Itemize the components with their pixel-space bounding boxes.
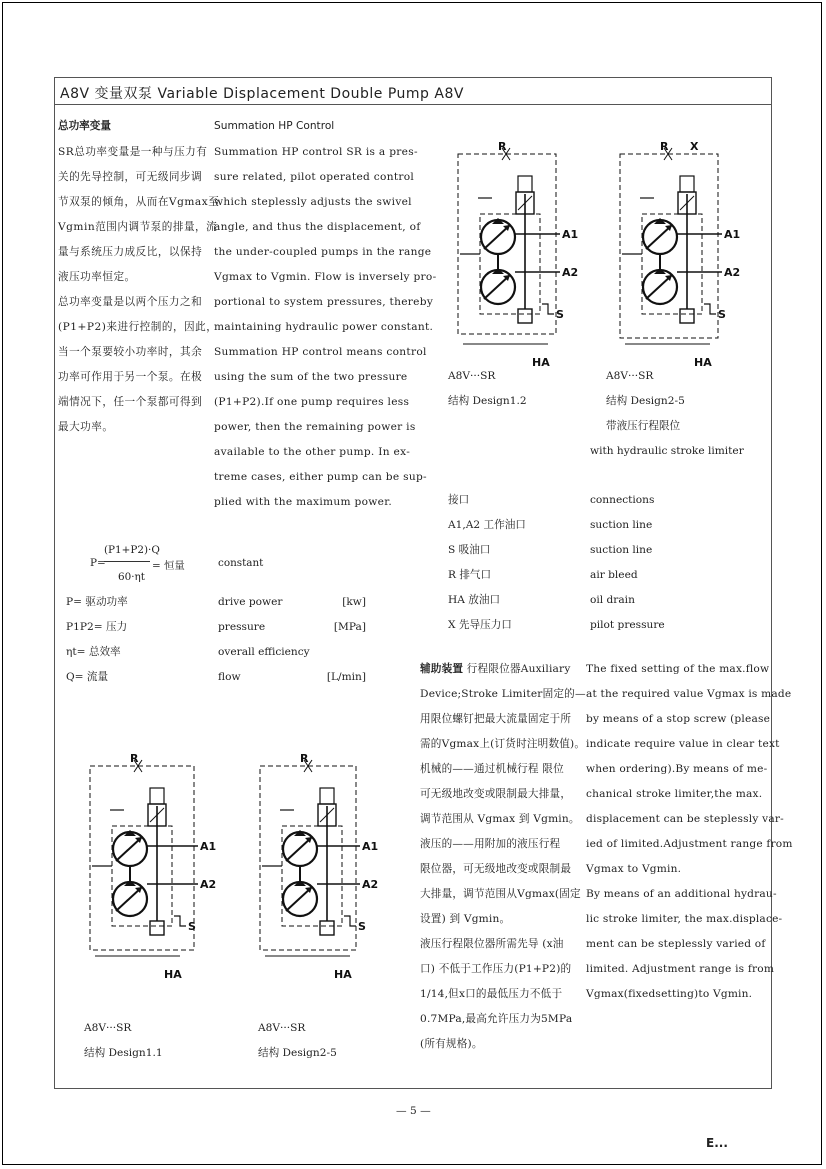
label-a1: A1 xyxy=(362,840,379,853)
aux-cn-line: 设置) 到 Vgmin。 xyxy=(420,913,511,925)
aux-en-line: at the required value Vgmax is made xyxy=(586,688,792,700)
s-port-line xyxy=(704,304,716,314)
variable-row xyxy=(66,590,376,615)
aux-en-line: indicate require value in clear text xyxy=(586,738,780,750)
body-en-line: maintaining hydraulic power constant. xyxy=(214,321,434,333)
body-en-line: Vgmax to Vgmin. Flow is inversely pro- xyxy=(214,271,437,283)
variable-symbol: Q= 流量 xyxy=(66,671,109,683)
drive-coupling xyxy=(150,921,164,935)
drive-coupling xyxy=(680,309,694,323)
variable-row xyxy=(66,615,376,640)
heading-en: Summation HP Control xyxy=(214,120,335,132)
aux-en-line: ment can be steplessly varied of xyxy=(586,938,766,950)
variable-symbol: P= 驱动功率 xyxy=(66,596,128,608)
body-en-line: angle, and thus the displacement, of xyxy=(214,221,421,233)
connections-table xyxy=(448,488,768,638)
aux-cn-line: 液压的——用附加的液压行程 xyxy=(420,838,561,850)
fig-a-caption xyxy=(448,364,527,414)
body-cn-line: 节双泵的倾角，从而在Vgmax至 xyxy=(58,196,220,208)
aux-cn-line: 用限位螺钉把最大流量固定于所 xyxy=(420,713,572,725)
body-en-line: portional to system pressures, thereby xyxy=(214,296,434,308)
aux-en-line: when ordering).By means of me- xyxy=(586,763,768,775)
formula-rhs: = 恒量 xyxy=(152,560,185,572)
formula-denominator: 60·ηt xyxy=(118,571,145,583)
body-en-line: which steplessly adjusts the swivel xyxy=(214,196,412,208)
page-number: — 5 — xyxy=(396,1105,431,1117)
label-a2: A2 xyxy=(724,266,741,279)
connection-row xyxy=(448,563,768,588)
aux-cn-line: 限位器，可无级地改变或限制最 xyxy=(420,863,572,875)
port-meaning: suction line xyxy=(590,544,653,556)
aux-body-en xyxy=(586,657,793,1007)
aux-en-line: limited. Adjustment range is from xyxy=(586,963,775,975)
variable-symbol: P1P2= 压力 xyxy=(66,621,128,633)
case-boundary xyxy=(90,766,194,950)
s-port-line xyxy=(542,304,554,314)
body-en-line: (P1+P2).If one pump requires less xyxy=(214,396,410,408)
pilot-spring xyxy=(320,788,334,804)
aux-cn-line: 机械的——通过机械行程 限位 xyxy=(420,763,564,775)
variable-unit: [MPa] xyxy=(333,621,366,633)
port-meaning: connections xyxy=(590,494,655,506)
body-en xyxy=(214,140,436,515)
body-cn-line: 液压功率恒定。 xyxy=(58,271,136,283)
label-a1: A1 xyxy=(200,840,217,853)
aux-cn-line: 调节范围从 Vgmax 到 Vgmin。 xyxy=(420,813,580,825)
aux-en-line: lic stroke limiter, the max.displace- xyxy=(586,913,783,925)
pilot-spring xyxy=(518,176,532,192)
aux-en-line: Vgmax(fixedsetting)to Vgmin. xyxy=(586,988,753,1000)
connection-row xyxy=(448,613,768,638)
body-cn-line: 总功率变量是以两个压力之和 xyxy=(58,296,203,308)
fig-c-model: A8V···SR xyxy=(84,1022,132,1034)
port-name: S 吸油口 xyxy=(448,544,491,556)
fig-a-design: 结构 Design1.2 xyxy=(448,395,527,407)
pilot-spring xyxy=(150,788,164,804)
body-cn xyxy=(58,140,219,440)
port-meaning: air bleed xyxy=(590,569,638,581)
case-boundary xyxy=(458,154,556,334)
body-cn-line: 量与系统压力成反比，以保持 xyxy=(58,246,203,258)
label-s: S xyxy=(188,920,196,933)
port-meaning: pilot pressure xyxy=(590,619,665,631)
body-en-line: the under-coupled pumps in the range xyxy=(214,246,432,258)
body-en-line: Summation HP control means control xyxy=(214,346,427,358)
body-en-line: plied with the maximum power. xyxy=(214,496,393,508)
port-name: R 排气口 xyxy=(448,569,492,581)
aux-cn-block xyxy=(420,657,586,1057)
formula-numerator: (P1+P2)·Q xyxy=(104,544,160,556)
body-cn-line: Vgmin范围内调节泵的排量，流 xyxy=(58,221,218,233)
label-a2: A2 xyxy=(562,266,579,279)
fig-d-model: A8V···SR xyxy=(258,1022,306,1034)
label-ha: HA xyxy=(334,968,352,981)
aux-cn-line: 行程限位器Auxiliary xyxy=(466,663,571,675)
aux-cn-line: Device;Stroke Limiter固定的— xyxy=(420,688,586,700)
label-a1: A1 xyxy=(724,228,741,241)
aux-cn-line: 大排量，调节范围从Vgmax(固定 xyxy=(420,888,581,900)
label-a2: A2 xyxy=(200,878,217,891)
fig-b-note-cn: 带液压行程限位 xyxy=(606,420,681,432)
body-cn-line: 关的先导控制，可无级同步调 xyxy=(58,171,203,183)
case-boundary xyxy=(620,154,718,338)
body-cn-line: 当一个泵要较小功率时，其余 xyxy=(58,346,203,358)
connection-row xyxy=(448,488,768,513)
aux-heading: 辅助装置 xyxy=(420,663,464,675)
connection-row xyxy=(448,513,768,538)
variable-row xyxy=(66,665,376,690)
section-header xyxy=(54,77,772,105)
schematic-design-1-2 xyxy=(446,138,596,368)
aux-cn-line: 0.7MPa,最高允许压力为5MPa xyxy=(420,1013,573,1025)
aux-cn-line: 口) 不低于工作压力(P1+P2)的 xyxy=(420,963,572,975)
body-en-line: sure related, pilot operated control xyxy=(214,171,415,183)
body-en-line: Summation HP control SR is a pres- xyxy=(214,146,418,158)
formula-variables xyxy=(66,590,376,690)
variable-row xyxy=(66,640,376,665)
port-name: HA 放油口 xyxy=(448,594,501,606)
aux-en-line: Vgmax to Vgmin. xyxy=(586,863,682,875)
body-cn-line: SR总功率变量是一种与压力有 xyxy=(58,146,208,158)
fig-b-design: 结构 Design2-5 xyxy=(606,395,685,407)
fig-d-design: 结构 Design2-5 xyxy=(258,1047,337,1059)
body-en-line: power, then the remaining power is xyxy=(214,421,416,433)
connection-row xyxy=(448,588,768,613)
aux-cn-line: 1/14,但x口的最低压力不低于 xyxy=(420,988,563,1000)
schematic-design-2-5-limiter xyxy=(606,138,756,373)
label-r: R xyxy=(130,752,139,765)
fig-b-note-en: with hydraulic stroke limiter xyxy=(590,445,744,457)
label-r: R xyxy=(498,140,507,153)
label-r: R xyxy=(660,140,669,153)
fig-d-caption xyxy=(258,1016,337,1066)
variable-meaning: overall efficiency xyxy=(218,646,310,658)
body-en-line: treme cases, either pump can be sup- xyxy=(214,471,427,483)
port-meaning: suction line xyxy=(590,519,653,531)
body-en-line: available to the other pump. In ex- xyxy=(214,446,411,458)
aux-cn-line: 液压行程限位器所需先导 (x油 xyxy=(420,938,564,950)
aux-en-line: The fixed setting of the max.flow xyxy=(586,663,770,675)
fig-c-design: 结构 Design1.1 xyxy=(84,1047,163,1059)
body-cn-line: 端情况下，任一个泵都可得到 xyxy=(58,396,203,408)
variable-unit: [kw] xyxy=(342,596,366,608)
port-name: A1,A2 工作油口 xyxy=(448,519,526,531)
label-x: X xyxy=(690,140,699,153)
port-meaning: oil drain xyxy=(590,594,635,606)
variable-unit: [L/min] xyxy=(326,671,366,683)
aux-cn-line: (所有规格)。 xyxy=(420,1038,483,1050)
fraction-bar xyxy=(104,561,150,562)
fig-c-caption xyxy=(84,1016,163,1066)
s-port-line xyxy=(174,916,186,926)
aux-cn-line: 需的Vgmax上(订货时注明数值)。 xyxy=(420,738,586,750)
connection-row xyxy=(448,538,768,563)
fig-a-model: A8V···SR xyxy=(448,370,496,382)
label-s: S xyxy=(358,920,366,933)
variable-meaning: flow xyxy=(218,671,241,683)
variable-meaning: pressure xyxy=(218,621,266,633)
drive-coupling xyxy=(320,921,334,935)
body-cn-line: 最大功率。 xyxy=(58,421,114,433)
label-a1: A1 xyxy=(562,228,579,241)
s-port-line xyxy=(344,916,356,926)
aux-en-line: displacement can be steplessly var- xyxy=(586,813,784,825)
aux-en-line: By means of an additional hydrau- xyxy=(586,888,777,900)
aux-en-line: ied of limited.Adjustment range from xyxy=(586,838,793,850)
drive-coupling xyxy=(518,309,532,323)
corner-mark: E... xyxy=(706,1136,728,1150)
fig-b-model: A8V···SR xyxy=(606,370,654,382)
label-r: R xyxy=(300,752,309,765)
label-ha: HA xyxy=(694,356,712,369)
label-a2: A2 xyxy=(362,878,379,891)
aux-cn-line: 可无级地改变或限制最大排量， xyxy=(420,788,572,800)
aux-body-cn xyxy=(420,657,586,1057)
formula-rhs-en: constant xyxy=(218,557,264,569)
aux-en-line: chanical stroke limiter,the max. xyxy=(586,788,763,800)
body-cn-line: (P1+P2)来进行控制的，因此， xyxy=(58,321,218,333)
heading-cn: 总功率变量 xyxy=(58,120,111,132)
section-title: A8V 变量双泵 Variable Displacement Double Pump A8V xyxy=(60,86,464,102)
formula-lhs: P= xyxy=(90,557,106,569)
label-ha: HA xyxy=(532,356,550,369)
fig-b-caption xyxy=(606,364,685,439)
body-en-line: using the sum of the two pressure xyxy=(214,371,408,383)
variable-symbol: ηt= 总效率 xyxy=(66,646,121,658)
label-ha: HA xyxy=(164,968,182,981)
aux-en-line: by means of a stop screw (please xyxy=(586,713,771,725)
label-s: S xyxy=(718,308,726,321)
port-name: 接口 xyxy=(448,494,470,506)
pilot-spring xyxy=(680,176,694,192)
port-name: X 先导压力口 xyxy=(448,619,512,631)
label-s: S xyxy=(556,308,564,321)
variable-meaning: drive power xyxy=(218,596,283,608)
schematic-design-2-5 xyxy=(238,750,398,985)
schematic-design-1-1 xyxy=(84,750,234,980)
body-cn-line: 功率可作用于另一个泵。在极 xyxy=(58,371,203,383)
